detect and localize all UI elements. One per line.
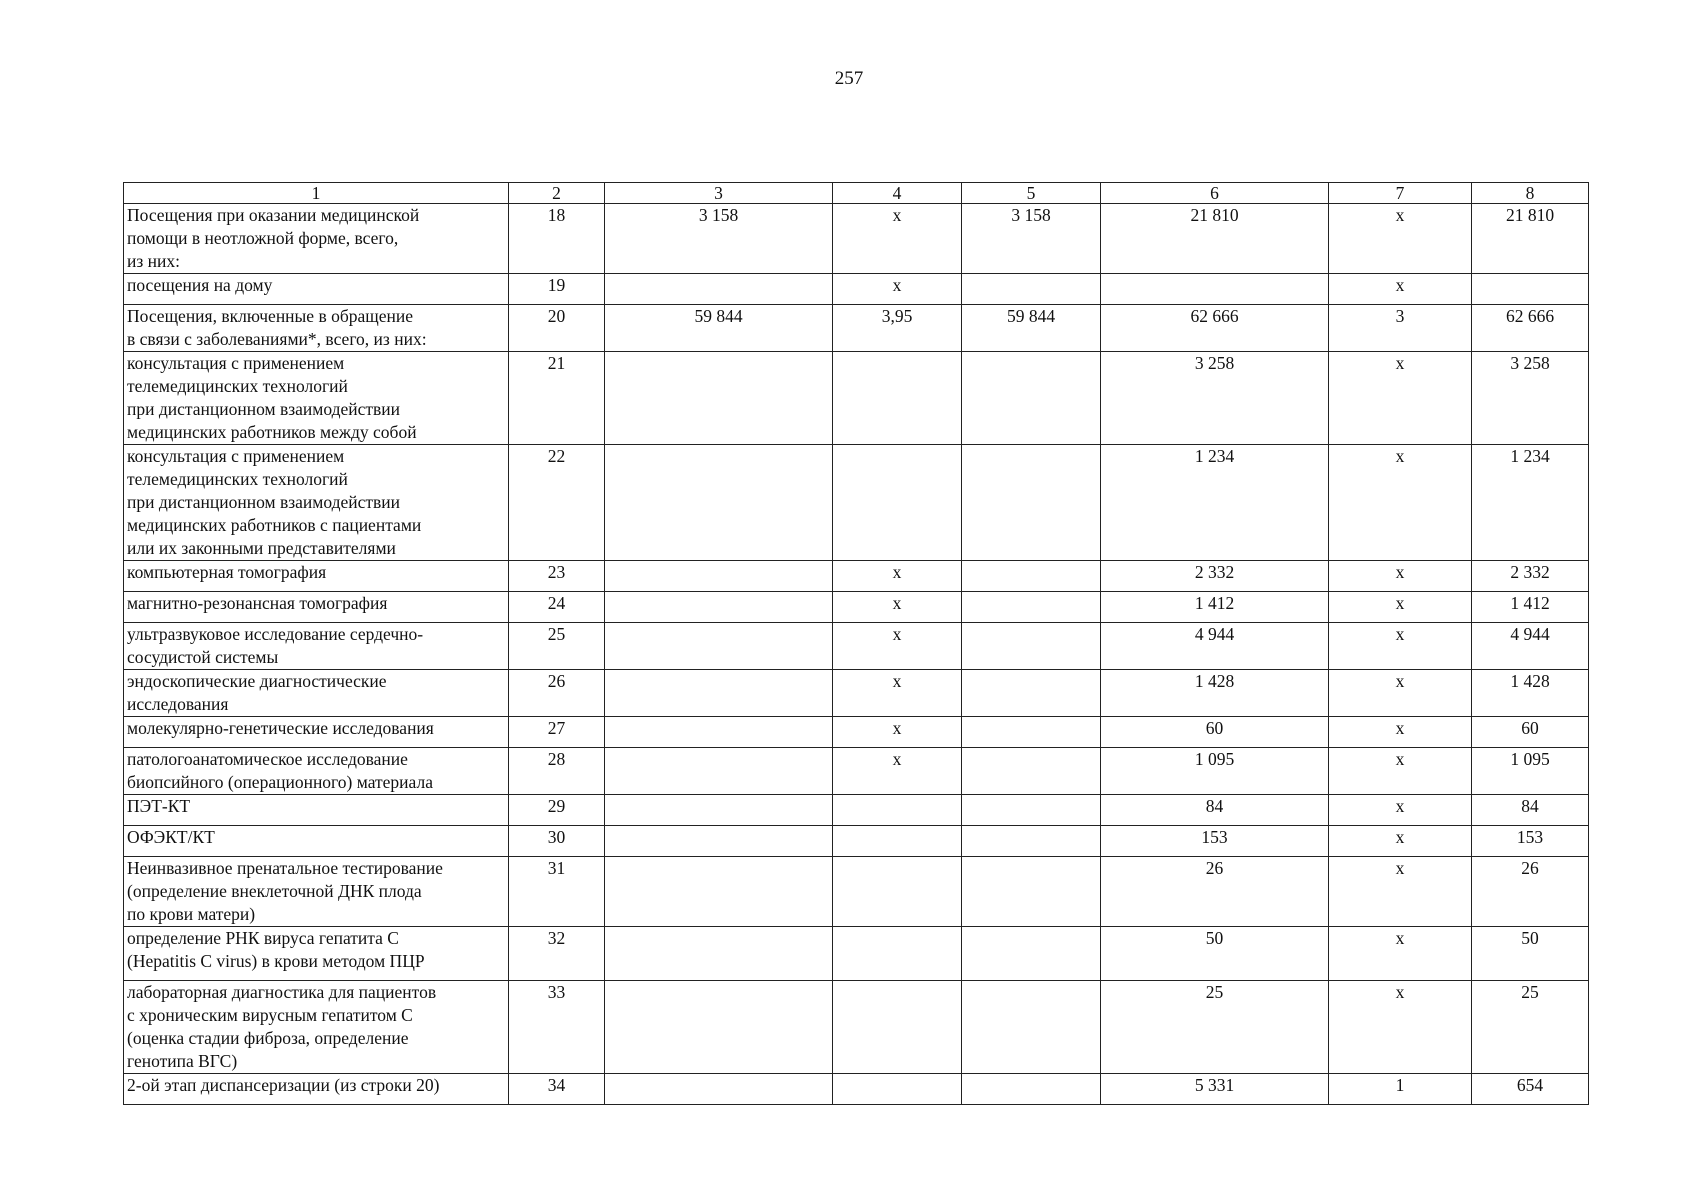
value-cell-col-8: 3 258 xyxy=(1472,352,1589,445)
value-cell-col-7: 1 xyxy=(1329,1074,1472,1105)
row-name-cell: ультразвуковое исследование сердечно- сосудистой системы xyxy=(124,623,509,670)
value-cell-col-5 xyxy=(962,445,1101,561)
value-cell-col-3 xyxy=(605,826,833,857)
value-cell-col-3 xyxy=(605,445,833,561)
table-row xyxy=(124,981,1589,1074)
value-cell-col-6: 5 331 xyxy=(1101,1074,1329,1105)
value-cell-col-8: 4 944 xyxy=(1472,623,1589,670)
value-cell-col-6: 25 xyxy=(1101,981,1329,1074)
value-cell-col-5 xyxy=(962,623,1101,670)
value-cell-col-3: 3 158 xyxy=(605,204,833,274)
row-number-cell: 25 xyxy=(509,623,605,670)
value-cell-col-8: 62 666 xyxy=(1472,305,1589,352)
value-cell-col-6: 26 xyxy=(1101,857,1329,927)
table-row xyxy=(124,927,1589,981)
value-cell-col-5 xyxy=(962,274,1101,305)
value-cell-col-5: 3 158 xyxy=(962,204,1101,274)
value-cell-col-6: 84 xyxy=(1101,795,1329,826)
value-cell-col-8 xyxy=(1472,274,1589,305)
row-name-cell: ПЭТ-КТ xyxy=(124,795,509,826)
header-cell: 6 xyxy=(1101,183,1329,204)
table-row xyxy=(124,592,1589,623)
value-cell-col-7: х xyxy=(1329,857,1472,927)
table-row xyxy=(124,445,1589,561)
value-cell-col-4: х xyxy=(833,670,962,717)
value-cell-col-7: х xyxy=(1329,445,1472,561)
row-number-cell: 27 xyxy=(509,717,605,748)
value-cell-col-4 xyxy=(833,1074,962,1105)
value-cell-col-5 xyxy=(962,826,1101,857)
table-row xyxy=(124,670,1589,717)
table-row xyxy=(124,274,1589,305)
header-cell: 8 xyxy=(1472,183,1589,204)
value-cell-col-8: 153 xyxy=(1472,826,1589,857)
value-cell-col-6: 2 332 xyxy=(1101,561,1329,592)
value-cell-col-8: 1 234 xyxy=(1472,445,1589,561)
header-cell: 7 xyxy=(1329,183,1472,204)
value-cell-col-7: х xyxy=(1329,717,1472,748)
row-number-cell: 21 xyxy=(509,352,605,445)
value-cell-col-8: 60 xyxy=(1472,717,1589,748)
row-number-cell: 26 xyxy=(509,670,605,717)
row-number-cell: 20 xyxy=(509,305,605,352)
header-cell: 5 xyxy=(962,183,1101,204)
table-container xyxy=(123,182,1588,1105)
value-cell-col-3 xyxy=(605,670,833,717)
row-number-cell: 24 xyxy=(509,592,605,623)
value-cell-col-7: х xyxy=(1329,748,1472,795)
row-name-cell: магнитно-резонансная томография xyxy=(124,592,509,623)
value-cell-col-7: х xyxy=(1329,826,1472,857)
table-row xyxy=(124,305,1589,352)
value-cell-col-5 xyxy=(962,795,1101,826)
value-cell-col-5 xyxy=(962,592,1101,623)
value-cell-col-8: 2 332 xyxy=(1472,561,1589,592)
row-name-cell: консультация с применением телемедицинских технологий при дистанционном взаимодействии медицинских работников между собой xyxy=(124,352,509,445)
row-name-cell: 2-ой этап диспансеризации (из строки 20) xyxy=(124,1074,509,1105)
value-cell-col-8: 84 xyxy=(1472,795,1589,826)
row-name-cell: посещения на дому xyxy=(124,274,509,305)
row-number-cell: 19 xyxy=(509,274,605,305)
value-cell-col-3 xyxy=(605,795,833,826)
value-cell-col-8: 50 xyxy=(1472,927,1589,981)
value-cell-col-5 xyxy=(962,981,1101,1074)
row-name-cell: лабораторная диагностика для пациентов с хроническим вирусным гепатитом С (оценка стадии фиброза, определение генотипа ВГС) xyxy=(124,981,509,1074)
value-cell-col-7: 3 xyxy=(1329,305,1472,352)
value-cell-col-3: 59 844 xyxy=(605,305,833,352)
value-cell-col-4 xyxy=(833,826,962,857)
value-cell-col-7: х xyxy=(1329,352,1472,445)
value-cell-col-4: х xyxy=(833,561,962,592)
value-cell-col-3 xyxy=(605,927,833,981)
value-cell-col-6: 3 258 xyxy=(1101,352,1329,445)
row-number-cell: 33 xyxy=(509,981,605,1074)
value-cell-col-6: 1 095 xyxy=(1101,748,1329,795)
value-cell-col-3 xyxy=(605,592,833,623)
value-cell-col-8: 1 095 xyxy=(1472,748,1589,795)
row-number-cell: 30 xyxy=(509,826,605,857)
value-cell-col-3 xyxy=(605,1074,833,1105)
value-cell-col-8: 1 428 xyxy=(1472,670,1589,717)
value-cell-col-8: 1 412 xyxy=(1472,592,1589,623)
header-cell: 1 xyxy=(124,183,509,204)
value-cell-col-5 xyxy=(962,1074,1101,1105)
value-cell-col-4: х xyxy=(833,274,962,305)
header-cell: 4 xyxy=(833,183,962,204)
table-row xyxy=(124,857,1589,927)
value-cell-col-3 xyxy=(605,857,833,927)
value-cell-col-4 xyxy=(833,857,962,927)
value-cell-col-8: 654 xyxy=(1472,1074,1589,1105)
row-name-cell: Посещения при оказании медицинской помощи в неотложной форме, всего, из них: xyxy=(124,204,509,274)
value-cell-col-5 xyxy=(962,717,1101,748)
value-cell-col-7: х xyxy=(1329,927,1472,981)
value-cell-col-5 xyxy=(962,561,1101,592)
value-cell-col-7: х xyxy=(1329,204,1472,274)
table-row xyxy=(124,204,1589,274)
table-row xyxy=(124,352,1589,445)
value-cell-col-6: 4 944 xyxy=(1101,623,1329,670)
value-cell-col-3 xyxy=(605,561,833,592)
value-cell-col-4: х xyxy=(833,717,962,748)
row-number-cell: 22 xyxy=(509,445,605,561)
value-cell-col-6: 21 810 xyxy=(1101,204,1329,274)
value-cell-col-5 xyxy=(962,670,1101,717)
value-cell-col-6 xyxy=(1101,274,1329,305)
value-cell-col-3 xyxy=(605,623,833,670)
row-name-cell: определение РНК вируса гепатита С (Hepatitis C virus) в крови методом ПЦР xyxy=(124,927,509,981)
table-row xyxy=(124,1074,1589,1105)
value-cell-col-6: 153 xyxy=(1101,826,1329,857)
data-table xyxy=(123,182,1589,1105)
value-cell-col-6: 1 428 xyxy=(1101,670,1329,717)
table-row xyxy=(124,561,1589,592)
value-cell-col-4: х xyxy=(833,592,962,623)
row-number-cell: 32 xyxy=(509,927,605,981)
row-name-cell: молекулярно-генетические исследования xyxy=(124,717,509,748)
value-cell-col-6: 1 412 xyxy=(1101,592,1329,623)
value-cell-col-6: 1 234 xyxy=(1101,445,1329,561)
row-name-cell: эндоскопические диагностические исследования xyxy=(124,670,509,717)
value-cell-col-4: 3,95 xyxy=(833,305,962,352)
page-number: 257 xyxy=(834,68,864,89)
value-cell-col-8: 26 xyxy=(1472,857,1589,927)
value-cell-col-4 xyxy=(833,981,962,1074)
value-cell-col-3 xyxy=(605,352,833,445)
value-cell-col-7: х xyxy=(1329,592,1472,623)
value-cell-col-7: х xyxy=(1329,670,1472,717)
value-cell-col-3 xyxy=(605,274,833,305)
value-cell-col-5 xyxy=(962,927,1101,981)
header-row xyxy=(124,183,1589,204)
header-cell: 3 xyxy=(605,183,833,204)
row-number-cell: 34 xyxy=(509,1074,605,1105)
value-cell-col-4: х xyxy=(833,748,962,795)
value-cell-col-5 xyxy=(962,352,1101,445)
table-row xyxy=(124,717,1589,748)
row-name-cell: патологоанатомическое исследование биопсийного (операционного) материала xyxy=(124,748,509,795)
value-cell-col-3 xyxy=(605,981,833,1074)
row-name-cell: ОФЭКТ/КТ xyxy=(124,826,509,857)
value-cell-col-8: 25 xyxy=(1472,981,1589,1074)
table-row xyxy=(124,826,1589,857)
value-cell-col-7: х xyxy=(1329,795,1472,826)
row-name-cell: Неинвазивное пренатальное тестирование (определение внеклеточной ДНК плода по крови матери) xyxy=(124,857,509,927)
row-number-cell: 31 xyxy=(509,857,605,927)
value-cell-col-4 xyxy=(833,352,962,445)
value-cell-col-4 xyxy=(833,927,962,981)
table-row xyxy=(124,795,1589,826)
table-body xyxy=(124,183,1589,1105)
value-cell-col-6: 50 xyxy=(1101,927,1329,981)
value-cell-col-7: х xyxy=(1329,623,1472,670)
value-cell-col-6: 62 666 xyxy=(1101,305,1329,352)
row-name-cell: консультация с применением телемедицинских технологий при дистанционном взаимодействии медицинских работников с пациентами или их законными представителями xyxy=(124,445,509,561)
value-cell-col-4 xyxy=(833,445,962,561)
value-cell-col-7: х xyxy=(1329,274,1472,305)
value-cell-col-6: 60 xyxy=(1101,717,1329,748)
value-cell-col-7: х xyxy=(1329,981,1472,1074)
row-number-cell: 29 xyxy=(509,795,605,826)
value-cell-col-3 xyxy=(605,748,833,795)
row-name-cell: компьютерная томография xyxy=(124,561,509,592)
row-number-cell: 18 xyxy=(509,204,605,274)
value-cell-col-3 xyxy=(605,717,833,748)
value-cell-col-4 xyxy=(833,795,962,826)
row-number-cell: 23 xyxy=(509,561,605,592)
value-cell-col-5 xyxy=(962,748,1101,795)
value-cell-col-8: 21 810 xyxy=(1472,204,1589,274)
table-row xyxy=(124,623,1589,670)
value-cell-col-5: 59 844 xyxy=(962,305,1101,352)
value-cell-col-5 xyxy=(962,857,1101,927)
value-cell-col-4: х xyxy=(833,623,962,670)
value-cell-col-7: х xyxy=(1329,561,1472,592)
row-name-cell: Посещения, включенные в обращение в связи с заболеваниями*, всего, из них: xyxy=(124,305,509,352)
table-row xyxy=(124,748,1589,795)
value-cell-col-4: х xyxy=(833,204,962,274)
row-number-cell: 28 xyxy=(509,748,605,795)
header-cell: 2 xyxy=(509,183,605,204)
